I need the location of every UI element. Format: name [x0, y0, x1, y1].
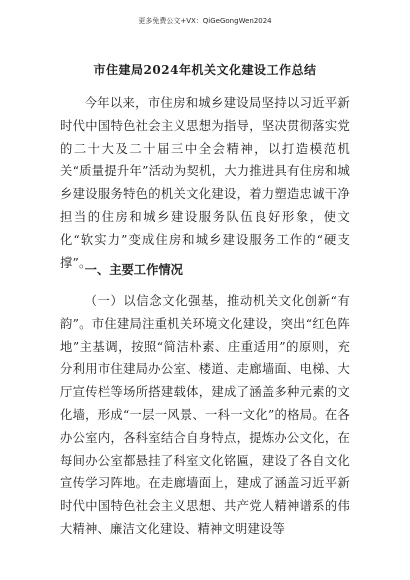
section-heading: 一、主要工作情况: [84, 263, 183, 277]
header-note: 更多免费公文+VX：QiGeGongWen2024: [138, 17, 272, 25]
subsection-paragraph: （一）以信念文化强基，推动机关文化创新“有韵”。市住建局注重机关环境文化建设，突出“红色阵地”主基调，按照“简洁朴素、庄重适用”的原则，充分利用市住建局办公室、楼道、走廊墙面、电梯、大厅宣传栏等场所搭建载体，建成了涵盖多种元素的文化墙，形成“一层一风景、一科一文化”的格局。在各办公室内，各科室结合自身特点，提炼办公文化，在每间办公室都悬挂了科室文化铭匾，建设了各自文化宣传学习阵地。在走廊墙面上，建成了涵盖习近平新时代中国特色社会主义思想、共产党人精神谱系的伟大精神、廉洁文化建设、精神文明建设等: [60, 294, 350, 536]
document-title: 市住建局2024年机关文化建设工作总结: [93, 63, 317, 77]
intro-paragraph: 今年以来，市住房和城乡建设局坚持以习近平新时代中国特色社会主义思想为指导，坚决贯彻落实党的二十大及二十届三中全会精神，以打造模范机关“质量提升年”活动为契机，大力推进具有住房和城乡建设服务特色的机关文化建设，着力塑造忠诚干净担当的住房和城乡建设服务队伍良好形象，使文化“软实力”变成住房和城乡建设服务工作的“硬支撑”。: [60, 96, 350, 270]
